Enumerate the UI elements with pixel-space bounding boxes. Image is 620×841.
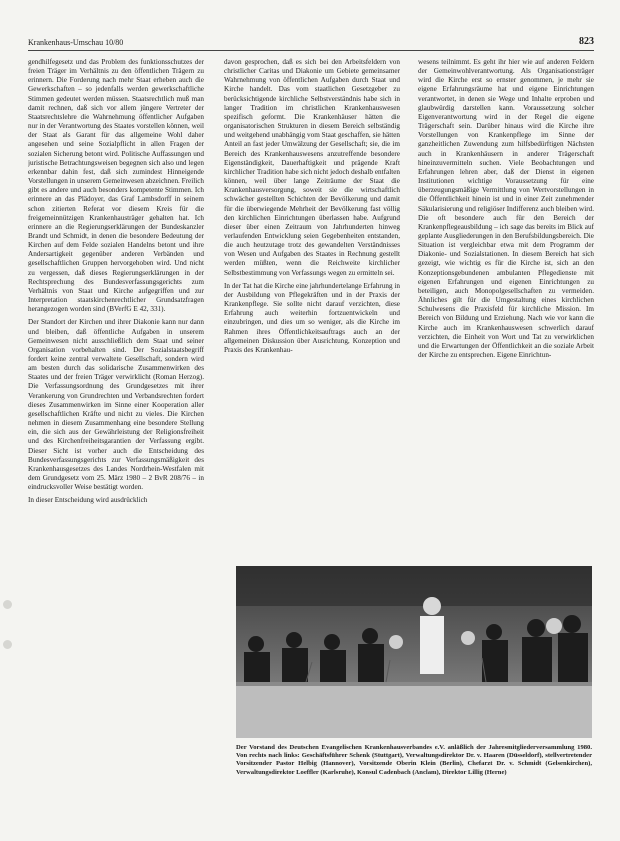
paragraph: Der Standort der Kirchen und ihrer Diakonie kann nur dann und bleiben, daß öffentliche Aufgaben in unserem Gemeinwesen nicht ausschließlich dem Staat und seiner Organisation vorbehalten sind. Der Sozialstaatsbegriff fordert keine zentral verwaltete Gesellschaft, sondern wird am besten durch das solidarische Zusammenwirken des Staates und der freien Träger verwirklicht (Roman Herzog). Die Verfassungsordnung des Grundgesetzes mit ihrer Verankerung von Grundrechten und Verbandsrechten fordert dieses Zusammenwirken im Sinne einer Kooperation aller gesellschaftlichen Kräfte und nicht zu vieles. Die Kirchen nehmen in diesem Zusammenhang eine besondere Stellung ein, die sich aus der Gewährleistung der Religionsfreiheit und des Kirchenfreiheitsgarantien der Verfassung ergibt. Dieser Sicht ist vorher auch die Entscheidung des Bundesverfassungsgerichts zur Verfassungsmäßigkeit des Krankenhausgesetzes des Landes Nordrhein-Westfalen mit dem Grundgesetz vom 25. März 1980 – 2 BvR 208/76 – in eindrucksvoller Weise bestätigt worden. — [28, 318, 204, 492]
journal-title: Krankenhaus-Umschau 10/80 — [28, 38, 124, 47]
running-header — [28, 36, 594, 51]
page-number: 823 — [579, 36, 594, 47]
paragraph: In dieser Entscheidung wird ausdrücklich — [28, 496, 148, 505]
paragraph: davon gesprochen, daß es sich bei den Arbeitsfeldern von christlicher Caritas und Diakonie um Gebiete gemeinsamer Wahrnehmung von öffentlichen Aufgaben durch Staat und Kirche handelt. Das vom staatlichen Gesetzgeber zu berücksichtigende kirchliche Selbstverständnis habe sich in langer Tradition im christlichen Krankenhauswesen spezifisch geformt. Die Krankenhäuser hätten die organisatorischen Strukturen in diesem Bereich selbständig und weitgehend unabhängig vom Staat geschaffen, sie hätten Anteil an fast jeder Umwälzung der Gesellschaft; sie, die im Bereich des Krankenhauswesens anzutreffende besondere Eigenständigkeit, Dauerhaftigkeit und prägende Kraft kirchlicher Tradition habe sich nicht jedoch deshalb entfalten können, weil über lange Zeiträume der Staat die Krankenhausversorgung, soweit sie die wirtschaftlich schwächer gestellten Schichten der Bevölkerung und damit für die überwiegende Mehrheit der Bevölkerung fast völlig den kirchlichen Einrichtungen überlassen habe. Aufgrund dieser über einen Zeitraum von Jahrhunderten hinweg verlaufenden Entwicklung seien Gegebenheiten entstanden, die auch heutzutage trotz des gewandelten Verständnisses von Wesen und Aufgaben des Staates in Rechnung gestellt werden müßten, wenn die Reichweite kirchlicher Selbstbestimmung von Verfassungs wegen zu ermitteln sei. — [224, 58, 400, 277]
text-column-3 — [418, 58, 594, 538]
text-column-2 — [224, 58, 400, 538]
photo-illustration — [236, 566, 592, 738]
conference-podium-photo — [236, 566, 592, 738]
paragraph: gendhilfegesetz und das Problem des funktionsschutzes der freien Träger im Verhältnis zu den öffentlichen Trägern zu erinnern. Die Forderung nach mehr Staat erheben auch die Gewerkschaften – so jedenfalls werden gewerkschaftliche Stimmen gedeutet werden müssen. Staatsrechtlich muß man damit rechnen, daß sich vor allem jüngere Vertreter der Staatsrechtslehre die Wahrnehmung öffentlicher Aufgaben nur in der Verantwortung des Staates vorstellen können, weil der Staat als Garant für das allgemeine Wohl daher angesehen und seine Sozialpflicht in allen Fragen der sozialen Sicherung betont wird. Politische Auffassungen und juristische Betrachtungsweisen begegnen sich also und legen erkennbar dahin fest, daß sich zumindest Hinneigende Vorstellungen in unserem Gemeinwesen abzeichnen. Freilich gibt es andere und auch besonders kompetente Stimmen. Ich erinnere an das Plädoyer, das Graf Lambsdorff in seinem schon zitierten Referat vor diesem Kreis für die freigemeinnützigen Krankenhausträger gehalten hat. Ich erinnere an die Regierungserklärungen der Bundeskanzler Brandt und Schmidt, in denen die besondere Bedeutung der Kirchen auf dem Felde sozialen Handelns betont und ihre Andersartigkeit gegenüber anderen Verbänden und gesellschaftlichen Gruppen hervorgehoben wird. Und nicht zu vergessen, daß dieses Regierungserklärungen in der Rechtsprechung des Bundesverfassungsgerichts zum Verhältnis von Staat und Kirche aufgegriffen und zur Interpretation staatskirchenrechtlicher Grundsatzfragen herangezogen worden sind (BVerfG E 42, 331). — [28, 58, 204, 314]
punch-hole-mark — [3, 600, 12, 609]
paragraph: In der Tat hat die Kirche eine jahrhundertelange Erfahrung in der Ausbildung von Pflegekräften und in der Praxis der Krankenpflege. Sie sollte nicht darauf verzichten, diese Erfahrung auch weiterhin fortzuentwickeln und einzubringen, und dies um so weniger, als die Kirche im Rahmen ihres Öffentlichkeitsauftrags auch an der allgemeinen Diskussion über Ausrichtung, Konzeption und Praxis des Krankenhau- — [224, 281, 400, 354]
standing-speaker — [420, 597, 444, 674]
podium-table — [236, 682, 592, 738]
punch-hole-mark — [3, 640, 12, 649]
paragraph: wesens teilnimmt. Es geht ihr hier wie auf anderen Feldern der Gemeinwohlverantwortung. Als Organisationsträger wird die Kirche erst so ernster genommen, je mehr sie eigene Erfahrungsräume hat und eigene Einrichtungen verantwortet, in denen sie Wege und Inhalte erproben und glaubwürdig darstellen kann. Voraussetzung solcher Eigenverantwortung wird in der Regel die eigene Trägerschaft sein. Darüber hinaus wird die Kirche ihre Vorstellungen von Krankenpflege im Sinne der ganzheitlichen Zuwendung zum hilfsbedürftigen Nächsten auch in Krankenhäusern in anderer Trägerschaft hineinzuvermitteln suchen. Viele Beobachtungen und Erfahrungen lehren aber, daß der Dienst in eigenen Institutionen wichtige Voraussetzung für eine überzeugungsmäßige Vermittlung von Wertvorstellungen in die Öffentlichkeit hinein ist und in einer Zeit zunehmender Säkularisierung und religiöser Indifferenz auch bleiben wird. Die oft besondere auch für den Bereich der Krankenpflegeausbildung – ich sage das bereits im Blick auf geplante Ausgliederungen in den Berufsbildungsbereich. Die Situation ist vergleichbar etwa mit dem Programm der Diakonie- und Sozialstationen. In diesem Bereich hat sich gezeigt, wie wichtig es für die Kirche ist, sich an den Konzeptionsgebundenen ambulanten Pflegedienste mit eigenen Erfahrungen und eigenen Einrichtungen zu beteiligen, auch Monopolgesellschaften zu vermeiden. Ähnliches gilt für die Umgestaltung eines kirchlichen Schulwesens die Praxisfeld für kirchliche Mission. Im Bereich von Bildung und Erziehung. Nach wie vor kann die Kirche auch im Krankenhauswesen schwerlich darauf verzichten, die Einheit von Wort und Tat zu verwirklichen und die Erwartungen der Öffentlichkeit an die soziale Arbeit der Kirche zu entsprechen. Eigene Einrichtun- — [418, 58, 594, 359]
text-column-1 — [28, 58, 204, 818]
photo-caption: Der Vorstand des Deutschen Evangelischen Krankenhausverbandes e.V. anläßlich der Jahresmitgliederversammlung 1980. Von rechts nach links: Geschäftsführer Schenk (Stuttgart), Verwaltungsdirektor Dr. v. Haaren (Düsseldorf), stellvertretender Vorsitzender Pastor Helbig (Hannover), Vorsitzende Oberin Klein (Berlin), Chefarzt Dr. v. Schmidt (Gelsenkirchen), Verwaltungsdirektor Loeffler (Karlsruhe), Konsul Cadenbach (Anclam), Direktor Lillig (Herne) — [236, 744, 592, 776]
